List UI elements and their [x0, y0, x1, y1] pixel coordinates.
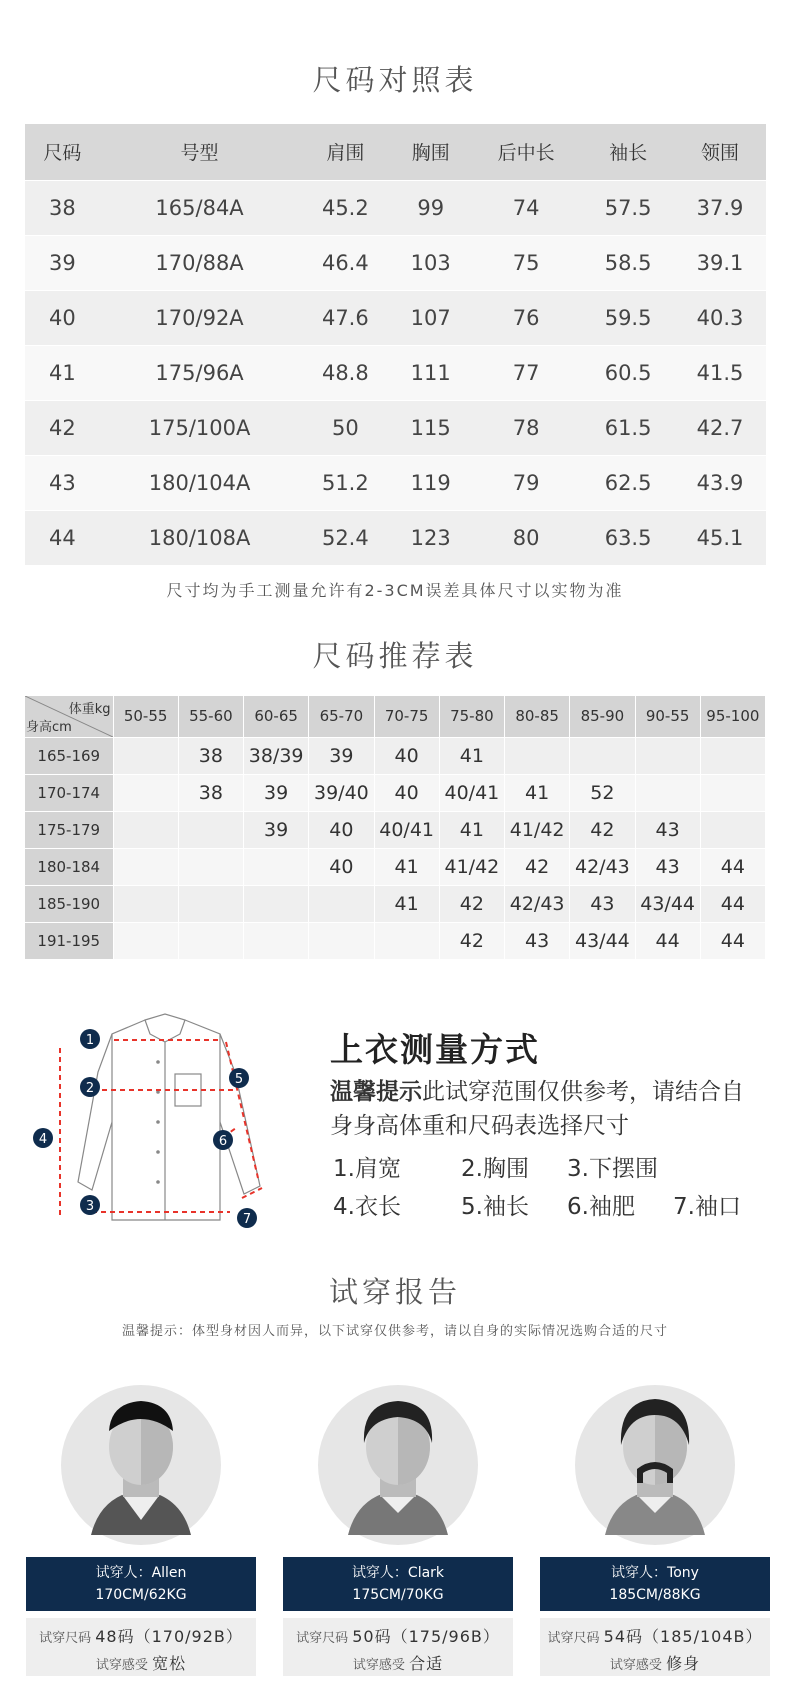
- marker-1: 1: [85, 1033, 95, 1048]
- table-row: [25, 290, 766, 345]
- tryon-info: [283, 1618, 513, 1676]
- recommend-cell: 43: [635, 811, 700, 848]
- size-cell: 45.2: [299, 180, 391, 235]
- measure-list-row2: [333, 1188, 773, 1221]
- recommend-cell: [178, 922, 243, 959]
- shirt-measure-diagram: [30, 1012, 300, 1232]
- tryon-band: [540, 1557, 770, 1611]
- recommend-cell: [700, 737, 765, 774]
- recommend-cell: [635, 737, 700, 774]
- size-cell: 111: [391, 345, 470, 400]
- size-cell: 75: [470, 235, 582, 290]
- recommend-cell: 44: [700, 922, 765, 959]
- recommend-cell: [113, 811, 178, 848]
- size-cell: 63.5: [582, 510, 674, 565]
- size-header-cell: 袖长: [582, 124, 674, 180]
- corner-header: [25, 696, 113, 737]
- recommend-cell: [113, 737, 178, 774]
- marker-4: 4: [38, 1132, 48, 1147]
- weight-header-cell: 55-60: [178, 696, 243, 737]
- size-cell: 79: [470, 455, 582, 510]
- recommend-chart-title: 尺码推荐表: [312, 639, 478, 673]
- tryon-stats: 170CM/62KG: [95, 1587, 187, 1603]
- weight-header-cell: 70-75: [374, 696, 439, 737]
- corner-height-label: 身高cm: [26, 719, 72, 735]
- recommend-cell: 41: [374, 885, 439, 922]
- size-cell: 74: [470, 180, 582, 235]
- table-row: [25, 345, 766, 400]
- measure-item: 4.衣长: [333, 1194, 401, 1220]
- tryon-band: [26, 1557, 256, 1611]
- size-cell: 62.5: [582, 455, 674, 510]
- size-cell: 180/108A: [100, 510, 300, 565]
- recommend-cell: 40: [374, 737, 439, 774]
- tryon-feel: 修身: [666, 1654, 701, 1673]
- recommend-cell: 42/43: [570, 848, 635, 885]
- tryon-stats: 175CM/70KG: [352, 1587, 444, 1603]
- tryon-feel: 宽松: [152, 1654, 187, 1673]
- tryon-size: 48码（170/92B）: [95, 1627, 243, 1646]
- size-cell: 119: [391, 455, 470, 510]
- tryon-name: 试穿人：Tony: [611, 1565, 699, 1581]
- size-cell: 51.2: [299, 455, 391, 510]
- recommend-cell: 40: [309, 811, 374, 848]
- recommend-cell: 41: [439, 737, 504, 774]
- recommend-cell: [309, 885, 374, 922]
- recommend-cell: [505, 737, 570, 774]
- tryon-title: 试穿报告: [328, 1275, 461, 1309]
- recommend-cell: 39: [309, 737, 374, 774]
- table-row: [25, 180, 766, 235]
- size-cell: 43: [25, 455, 100, 510]
- size-cell: 43.9: [674, 455, 766, 510]
- size-cell: 46.4: [299, 235, 391, 290]
- size-cell: 37.9: [674, 180, 766, 235]
- size-cell: 175/96A: [100, 345, 300, 400]
- measure-list-row1: [333, 1150, 773, 1183]
- size-cell: 170/92A: [100, 290, 300, 345]
- recommend-cell: [309, 922, 374, 959]
- recommend-cell: 52: [570, 774, 635, 811]
- size-chart-table: [25, 124, 766, 565]
- recommend-cell: 40: [374, 774, 439, 811]
- size-cell: 52.4: [299, 510, 391, 565]
- size-cell: 39: [25, 235, 100, 290]
- size-cell: 48.8: [299, 345, 391, 400]
- table-row: [25, 811, 766, 848]
- marker-3: 3: [85, 1199, 95, 1214]
- size-cell: 78: [470, 400, 582, 455]
- size-header-cell: 尺码: [25, 124, 100, 180]
- size-cell: 45.1: [674, 510, 766, 565]
- height-header-cell: 165-169: [25, 737, 113, 774]
- recommend-cell: 41/42: [505, 811, 570, 848]
- table-row: [25, 510, 766, 565]
- table-row: [25, 885, 766, 922]
- size-cell: 59.5: [582, 290, 674, 345]
- weight-header-cell: 90-55: [635, 696, 700, 737]
- table-row: [25, 235, 766, 290]
- recommend-cell: 39/40: [309, 774, 374, 811]
- tryon-band: [283, 1557, 513, 1611]
- recommend-cell: 43: [635, 848, 700, 885]
- recommend-cell: 42/43: [505, 885, 570, 922]
- height-header-cell: 170-174: [25, 774, 113, 811]
- feel-label: 试穿感受: [352, 1658, 405, 1673]
- height-header-cell: 185-190: [25, 885, 113, 922]
- recommend-cell: [113, 848, 178, 885]
- size-cell: 165/84A: [100, 180, 300, 235]
- height-header-cell: 191-195: [25, 922, 113, 959]
- size-label: 试穿尺码: [296, 1631, 349, 1646]
- table-row: [25, 400, 766, 455]
- size-cell: 40.3: [674, 290, 766, 345]
- recommend-cell: [374, 922, 439, 959]
- weight-header-cell: 60-65: [244, 696, 309, 737]
- size-cell: 38: [25, 180, 100, 235]
- recommend-cell: 40/41: [439, 774, 504, 811]
- tryon-subtitle: 温馨提示：体型身材因人而异，以下试穿仅供参考，请以自身的实际情况选购合适的尺寸: [121, 1324, 668, 1339]
- recommend-cell: 44: [700, 848, 765, 885]
- size-cell: 61.5: [582, 400, 674, 455]
- weight-header-cell: 65-70: [309, 696, 374, 737]
- size-cell: 44: [25, 510, 100, 565]
- recommend-cell: 43: [505, 922, 570, 959]
- recommend-cell: [244, 848, 309, 885]
- tryon-size: 54码（185/104B）: [603, 1627, 763, 1646]
- size-cell: 50: [299, 400, 391, 455]
- size-cell: 60.5: [582, 345, 674, 400]
- recommend-cell: 40/41: [374, 811, 439, 848]
- measure-item: 6.袖肥: [567, 1194, 635, 1220]
- size-chart-title: 尺码对照表: [312, 63, 478, 97]
- weight-header-cell: 80-85: [505, 696, 570, 737]
- recommend-cell: 43: [570, 885, 635, 922]
- size-cell: 175/100A: [100, 400, 300, 455]
- tryon-name: 试穿人：Allen: [95, 1565, 187, 1581]
- corner-weight-label: 体重kg: [68, 702, 111, 717]
- recommend-cell: [700, 774, 765, 811]
- size-header-cell: 肩围: [299, 124, 391, 180]
- size-header-cell: 后中长: [470, 124, 582, 180]
- recommend-cell: [244, 885, 309, 922]
- recommend-cell: 42: [439, 922, 504, 959]
- size-cell: 180/104A: [100, 455, 300, 510]
- recommend-cell: 42: [570, 811, 635, 848]
- tryon-info: [540, 1618, 770, 1676]
- size-cell: 103: [391, 235, 470, 290]
- size-chart-note: 尺寸均为手工测量允许有2-3CM误差具体尺寸以实物为准: [166, 581, 624, 600]
- table-row: [25, 848, 766, 885]
- table-row: [25, 922, 766, 959]
- recommend-cell: 39: [244, 774, 309, 811]
- measure-item: 1.肩宽: [333, 1156, 401, 1182]
- recommend-cell: 44: [635, 922, 700, 959]
- weight-header-cell: 75-80: [439, 696, 504, 737]
- weight-header-cell: 50-55: [113, 696, 178, 737]
- size-label: 试穿尺码: [39, 1631, 92, 1646]
- recommend-cell: 40: [309, 848, 374, 885]
- size-cell: 107: [391, 290, 470, 345]
- size-header-cell: 胸围: [391, 124, 470, 180]
- size-cell: 115: [391, 400, 470, 455]
- size-cell: 76: [470, 290, 582, 345]
- size-cell: 40: [25, 290, 100, 345]
- avatar-allen: [61, 1385, 221, 1545]
- tryon-name: 试穿人：Clark: [351, 1565, 445, 1581]
- recommend-chart-table: [25, 696, 766, 959]
- recommend-cell: 44: [700, 885, 765, 922]
- measure-item: 3.下摆围: [567, 1156, 658, 1182]
- size-cell: 77: [470, 345, 582, 400]
- size-cell: 57.5: [582, 180, 674, 235]
- recommend-cell: 41: [439, 811, 504, 848]
- recommend-cell: 41: [505, 774, 570, 811]
- size-header-cell: 号型: [100, 124, 300, 180]
- recommend-cell: 42: [505, 848, 570, 885]
- size-cell: 170/88A: [100, 235, 300, 290]
- recommend-cell: 38: [178, 737, 243, 774]
- size-cell: 41: [25, 345, 100, 400]
- recommend-cell: [178, 885, 243, 922]
- recommend-cell: 43/44: [570, 922, 635, 959]
- size-label: 试穿尺码: [547, 1631, 600, 1646]
- recommend-cell: 39: [244, 811, 309, 848]
- recommend-cell: 43/44: [635, 885, 700, 922]
- recommend-cell: [113, 885, 178, 922]
- height-header-cell: 175-179: [25, 811, 113, 848]
- size-cell: 47.6: [299, 290, 391, 345]
- recommend-cell: 41: [374, 848, 439, 885]
- recommend-cell: 38: [178, 774, 243, 811]
- size-cell: 80: [470, 510, 582, 565]
- avatar-tony: [575, 1385, 735, 1545]
- feel-label: 试穿感受: [609, 1658, 662, 1673]
- measure-item: 7.袖口: [673, 1194, 741, 1220]
- size-cell: 58.5: [582, 235, 674, 290]
- measure-item: 2.胸围: [461, 1156, 529, 1182]
- tip-label: 温馨提示: [330, 1079, 422, 1105]
- table-row: [25, 774, 766, 811]
- marker-7: 7: [242, 1212, 252, 1227]
- recommend-cell: [244, 922, 309, 959]
- recommend-cell: [635, 774, 700, 811]
- size-cell: 42.7: [674, 400, 766, 455]
- marker-6: 6: [218, 1134, 228, 1149]
- avatar-clark: [318, 1385, 478, 1545]
- weight-header-cell: 85-90: [570, 696, 635, 737]
- size-header-cell: 领围: [674, 124, 766, 180]
- size-cell: 39.1: [674, 235, 766, 290]
- tryon-feel: 合适: [409, 1654, 444, 1673]
- height-header-cell: 180-184: [25, 848, 113, 885]
- recommend-cell: [570, 737, 635, 774]
- weight-header-cell: 95-100: [700, 696, 765, 737]
- tryon-info: [26, 1618, 256, 1676]
- size-cell: 123: [391, 510, 470, 565]
- recommend-cell: [113, 774, 178, 811]
- recommend-cell: [113, 922, 178, 959]
- table-row: [25, 455, 766, 510]
- recommend-cell: [700, 811, 765, 848]
- recommend-cell: 41/42: [439, 848, 504, 885]
- size-cell: 42: [25, 400, 100, 455]
- size-cell: 99: [391, 180, 470, 235]
- size-cell: 41.5: [674, 345, 766, 400]
- recommend-cell: [178, 848, 243, 885]
- tryon-size: 50码（175/96B）: [352, 1627, 500, 1646]
- recommend-cell: 38/39: [244, 737, 309, 774]
- table-row: [25, 737, 766, 774]
- measure-title: 上衣测量方式: [330, 1030, 540, 1069]
- marker-5: 5: [234, 1072, 244, 1087]
- marker-2: 2: [85, 1081, 95, 1096]
- recommend-cell: [178, 811, 243, 848]
- measure-tip: [330, 1075, 760, 1143]
- tryon-stats: 185CM/88KG: [609, 1587, 701, 1603]
- recommend-cell: 42: [439, 885, 504, 922]
- measure-item: 5.袖长: [461, 1194, 529, 1220]
- feel-label: 试穿感受: [95, 1658, 148, 1673]
- tip-text: 此试穿范围仅供参考，请结合自身身高体重和尺码表选择尺寸: [330, 1079, 744, 1139]
